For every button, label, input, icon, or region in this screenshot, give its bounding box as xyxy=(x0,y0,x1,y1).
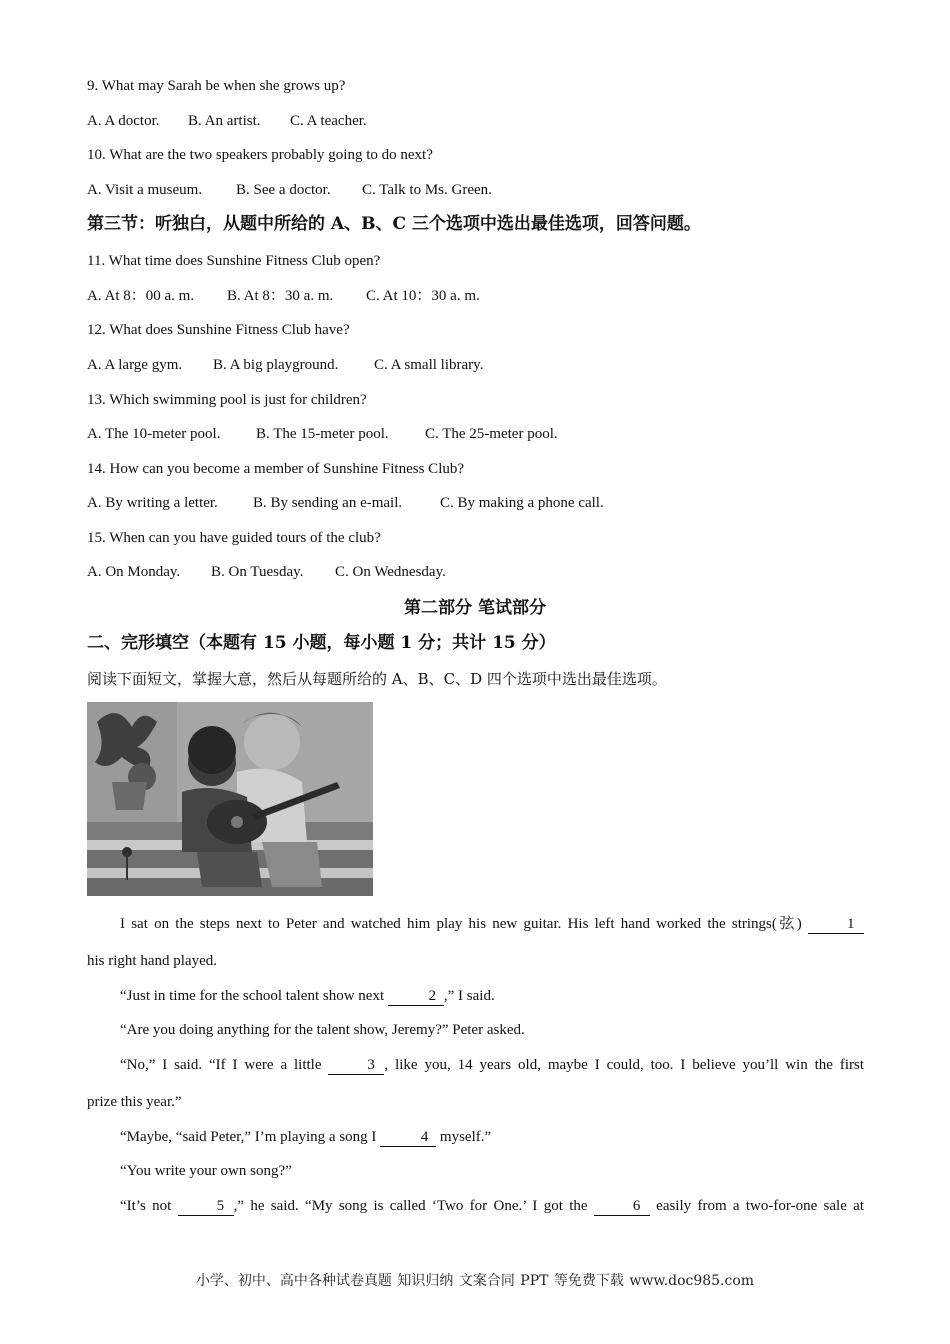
option-c: C. On Wednesday. xyxy=(335,564,446,580)
question-10: 10. What are the two speakers probably going to do next? xyxy=(87,147,433,163)
question-10-options xyxy=(87,180,492,200)
question-11-options xyxy=(87,286,480,306)
option-c: C. A small library. xyxy=(374,357,484,373)
passage-text: myself.” xyxy=(439,1129,492,1145)
question-13: 13. Which swimming pool is just for children? xyxy=(87,392,367,408)
question-15: 15. When can you have guided tours of the club? xyxy=(87,530,381,546)
option-b: B. At 8：30 a. m. xyxy=(227,288,334,304)
option-a: A. Visit a museum. xyxy=(87,182,203,198)
blank-2: 2 xyxy=(388,988,444,1006)
passage-line-7 xyxy=(87,1127,864,1147)
option-b: B. The 15-meter pool. xyxy=(256,426,389,442)
option-c: C. A teacher. xyxy=(290,113,367,129)
passage-text: , like you, 14 years old, maybe I could, too. I believe you’ll win the first xyxy=(384,1057,865,1073)
passage-text: “It’s not xyxy=(120,1198,172,1214)
passage-text: I sat on the steps next to Peter and watched him play his new guitar. His left hand worked the strings(弦) xyxy=(120,916,802,932)
passage-text: “Maybe, “said Peter,” I’m playing a song I xyxy=(120,1129,377,1145)
passage-line-9 xyxy=(87,1196,864,1216)
passage-line-8: “You write your own song?” xyxy=(120,1163,292,1179)
blank-5: 5 xyxy=(178,1198,234,1216)
option-b: B. An artist. xyxy=(188,113,261,129)
cloze-instruction: 阅读下面短文，掌握大意，然后从每题所给的 A、B、C、D 四个选项中选出最佳选项。 xyxy=(87,670,667,688)
option-b: B. On Tuesday. xyxy=(211,564,304,580)
option-a: A. At 8：00 a. m. xyxy=(87,288,195,304)
question-9: 9. What may Sarah be when she grows up? xyxy=(87,78,346,94)
option-c: C. The 25-meter pool. xyxy=(425,426,558,442)
passage-line-1 xyxy=(87,914,864,934)
question-12-options xyxy=(87,355,483,375)
passage-line-3 xyxy=(87,986,864,1006)
page-footer: 小学、初中、高中各种试卷真题 知识归纳 文案合同 PPT 等免费下载 www.doc985.com xyxy=(195,1273,755,1289)
option-a: A. The 10-meter pool. xyxy=(87,426,221,442)
section-3-heading: 第三节：听独白，从题中所给的 A、B、C 三个选项中选出最佳选项，回答问题。 xyxy=(87,214,701,234)
option-b: B. A big playground. xyxy=(213,357,339,373)
passage-line-4: “Are you doing anything for the talent show, Jeremy?” Peter asked. xyxy=(120,1022,525,1038)
question-15-options xyxy=(87,562,446,582)
illustration-boys-with-guitar xyxy=(87,702,373,896)
option-b: B. By sending an e-mail. xyxy=(253,495,403,511)
blank-1: 1 xyxy=(808,916,864,934)
passage-line-5 xyxy=(87,1055,864,1075)
passage-line-6: prize this year.” xyxy=(87,1094,182,1110)
question-14: 14. How can you become a member of Sunshine Fitness Club? xyxy=(87,461,465,477)
option-a: A. A doctor. xyxy=(87,113,160,129)
option-a: A. A large gym. xyxy=(87,357,183,373)
option-a: A. On Monday. xyxy=(87,564,181,580)
question-9-options xyxy=(87,111,367,131)
passage-text: “No,” I said. “If I were a little xyxy=(120,1057,322,1073)
blank-4: 4 xyxy=(380,1129,436,1147)
option-c: C. At 10：30 a. m. xyxy=(366,288,480,304)
option-b: B. See a doctor. xyxy=(236,182,331,198)
blank-3: 3 xyxy=(328,1057,384,1075)
blank-6: 6 xyxy=(594,1198,650,1216)
question-12: 12. What does Sunshine Fitness Club have? xyxy=(87,322,350,338)
passage-line-2: his right hand played. xyxy=(87,953,217,969)
question-14-options xyxy=(87,493,604,513)
passage-text: ,” he said. “My song is called ‘Two for One.’ I got the xyxy=(233,1198,588,1214)
passage-text: “Just in time for the school talent show next xyxy=(120,988,385,1004)
question-13-options xyxy=(87,424,558,444)
passage-text: ,” I said. xyxy=(443,988,495,1004)
part-2-heading: 第二部分 笔试部分 xyxy=(404,598,546,618)
passage-text: easily from a two-for-one sale at xyxy=(656,1198,864,1214)
option-c: C. Talk to Ms. Green. xyxy=(362,182,492,198)
question-11: 11. What time does Sunshine Fitness Club open? xyxy=(87,253,381,269)
option-a: A. By writing a letter. xyxy=(87,495,218,511)
option-c: C. By making a phone call. xyxy=(440,495,604,511)
cloze-heading: 二、完形填空（本题有 15 小题，每小题 1 分；共计 15 分） xyxy=(87,633,556,653)
